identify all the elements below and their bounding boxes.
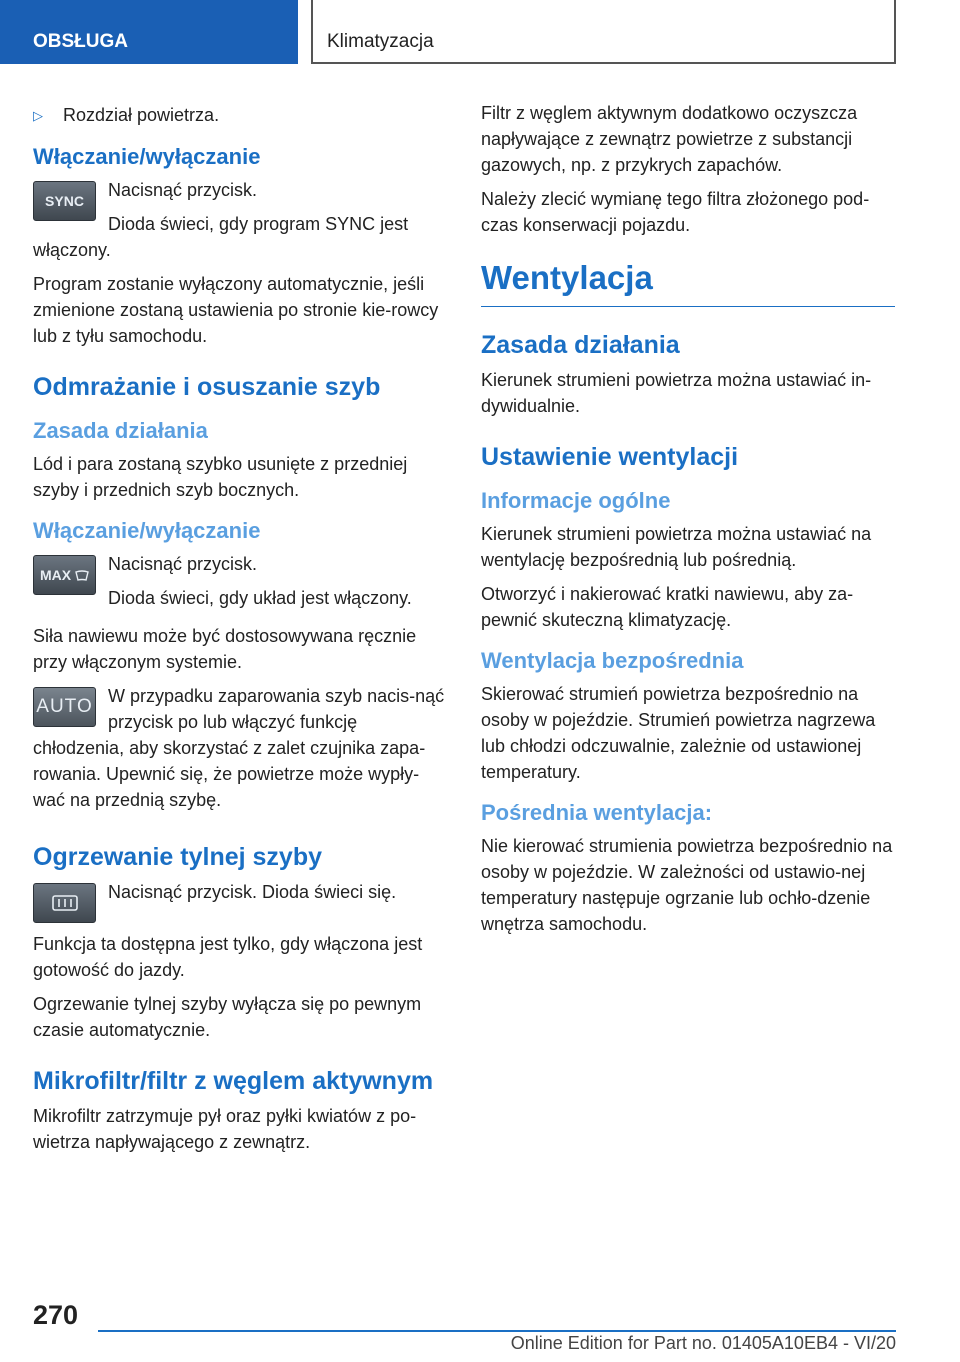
rear-auto-off-text: Ogrzewanie tylnej szyby wyłącza się po pewnym czasie automatycznie.	[33, 994, 422, 1040]
rear-window-heading: Ogrzewanie tylnej szyby	[33, 843, 322, 871]
direct-vent-text: Skierować strumień powietrza bezpośrednio na osoby w pojeździe. Strumień powietrza nagrzewa lub chłodzi odczuwalnie, zależnie od ustawionej temperatury.	[481, 684, 876, 782]
vent-principle-heading: Zasada działania	[481, 331, 680, 359]
ventilation-heading: Wentylacja	[481, 258, 895, 307]
edition-footer: Online Edition for Part no. 01405A10EB4 - VI/20	[510, 1333, 896, 1353]
rear-press-text: Nacisnąć przycisk. Dioda świeci się.	[108, 882, 397, 902]
sync-button-icon: SYNC	[33, 181, 96, 221]
general-info-heading: Informacje ogólne	[481, 488, 671, 513]
sync-led-text: Dioda świeci, gdy program SYNC jest włączony.	[33, 214, 409, 260]
indirect-vent-text: Nie kierować strumienia powietrza bezpośrednio na osoby w pojeździe. W zależności od ustawio-nej temperatury następuje ogrzanie lub ochło-dzenie wnętrza samochodu.	[481, 836, 893, 934]
auto-text: W przypadku zaparowania szyb nacis-nąć przycisk po lub włączyć funkcję chłodzenia, aby skorzystać z zalet czujnika zapa-rowania. Upewnić się, że powietrze może wypły-wać na przednią szybę.	[33, 686, 445, 810]
vent-principle-text: Kierunek strumieni powietrza można ustawiać in-dywidualnie.	[481, 370, 872, 416]
bullet-text: Rozdział powietrza.	[63, 105, 220, 125]
page-title: Klimatyzacja	[311, 0, 896, 64]
filter-text-continued: Filtr z węglem aktywnym dodatkowo oczyszcza napływające z zewnątrz powietrze z substancji gazowych, np. z przykrych zapachów.	[481, 103, 858, 175]
general-info-text-1: Kierunek strumieni powietrza można ustawiać na wentylację bezpośrednią lub pośrednią.	[481, 524, 872, 570]
direct-vent-heading: Wentylacja bezpośrednia	[481, 648, 744, 673]
defrost-switch-heading: Włączanie/wyłączanie	[33, 518, 261, 543]
rear-window-defrost-icon	[33, 883, 96, 923]
max-press-text: Nacisnąć przycisk.	[108, 554, 258, 574]
triangle-bullet-icon: ▷	[33, 108, 43, 123]
max-button-label: MAX	[39, 567, 72, 583]
filter-text: Mikrofiltr zatrzymuje pył oraz pyłki kwiatów z po-wietrza napływającego z zewnątrz.	[33, 1106, 417, 1152]
max-led-text: Dioda świeci, gdy układ jest włączony.	[108, 588, 412, 608]
filter-heading: Mikrofiltr/filtr z węglem aktywnym	[33, 1067, 434, 1095]
defrost-principle-text: Lód i para zostaną szybko usunięte z przedniej szyby i przednich szyb bocznych.	[33, 454, 408, 500]
sync-auto-off-text: Program zostanie wyłączony automatycznie, jeśli zmienione zostaną ustawienia po stronie kie-rowcy lub z tyłu samochodu.	[33, 274, 439, 346]
right-column	[481, 100, 895, 945]
rear-button-row	[33, 879, 447, 919]
footer-divider	[98, 1330, 896, 1332]
max-defrost-button-icon	[33, 555, 96, 595]
sync-heading: Włączanie/wyłączanie	[33, 144, 261, 169]
auto-button-row	[33, 683, 447, 813]
sync-press-text: Nacisnąć przycisk.	[108, 180, 258, 200]
filter-replacement-text: Należy zlecić wymianę tego filtra złożonego pod-czas konserwacji pojazdu.	[481, 189, 870, 235]
auto-button-icon: AUTO	[33, 687, 96, 727]
defrost-heading: Odmrażanie i osuszanie szyb	[33, 373, 381, 401]
left-column	[33, 100, 447, 1163]
vent-setting-heading: Ustawienie wentylacji	[481, 443, 739, 471]
section-tab: OBSŁUGA	[0, 0, 298, 64]
rear-ready-text: Funkcja ta dostępna jest tylko, gdy włączona jest gotowość do jazdy.	[33, 934, 423, 980]
windshield-icon	[75, 570, 89, 582]
fan-text: Siła nawiewu może być dostosowywana ręcznie przy włączonym systemie.	[33, 626, 417, 672]
rear-heater-icon	[50, 893, 80, 915]
defrost-principle-heading: Zasada działania	[33, 418, 208, 443]
page-number: 270	[33, 1300, 79, 1330]
bullet-item	[33, 102, 447, 129]
sync-button-row	[33, 177, 447, 263]
indirect-vent-heading: Pośrednia wentylacja:	[481, 800, 713, 825]
max-button-row	[33, 551, 447, 611]
general-info-text-2: Otworzyć i nakierować kratki nawiewu, aby za-pewnić skuteczną klimatyzację.	[481, 584, 854, 630]
